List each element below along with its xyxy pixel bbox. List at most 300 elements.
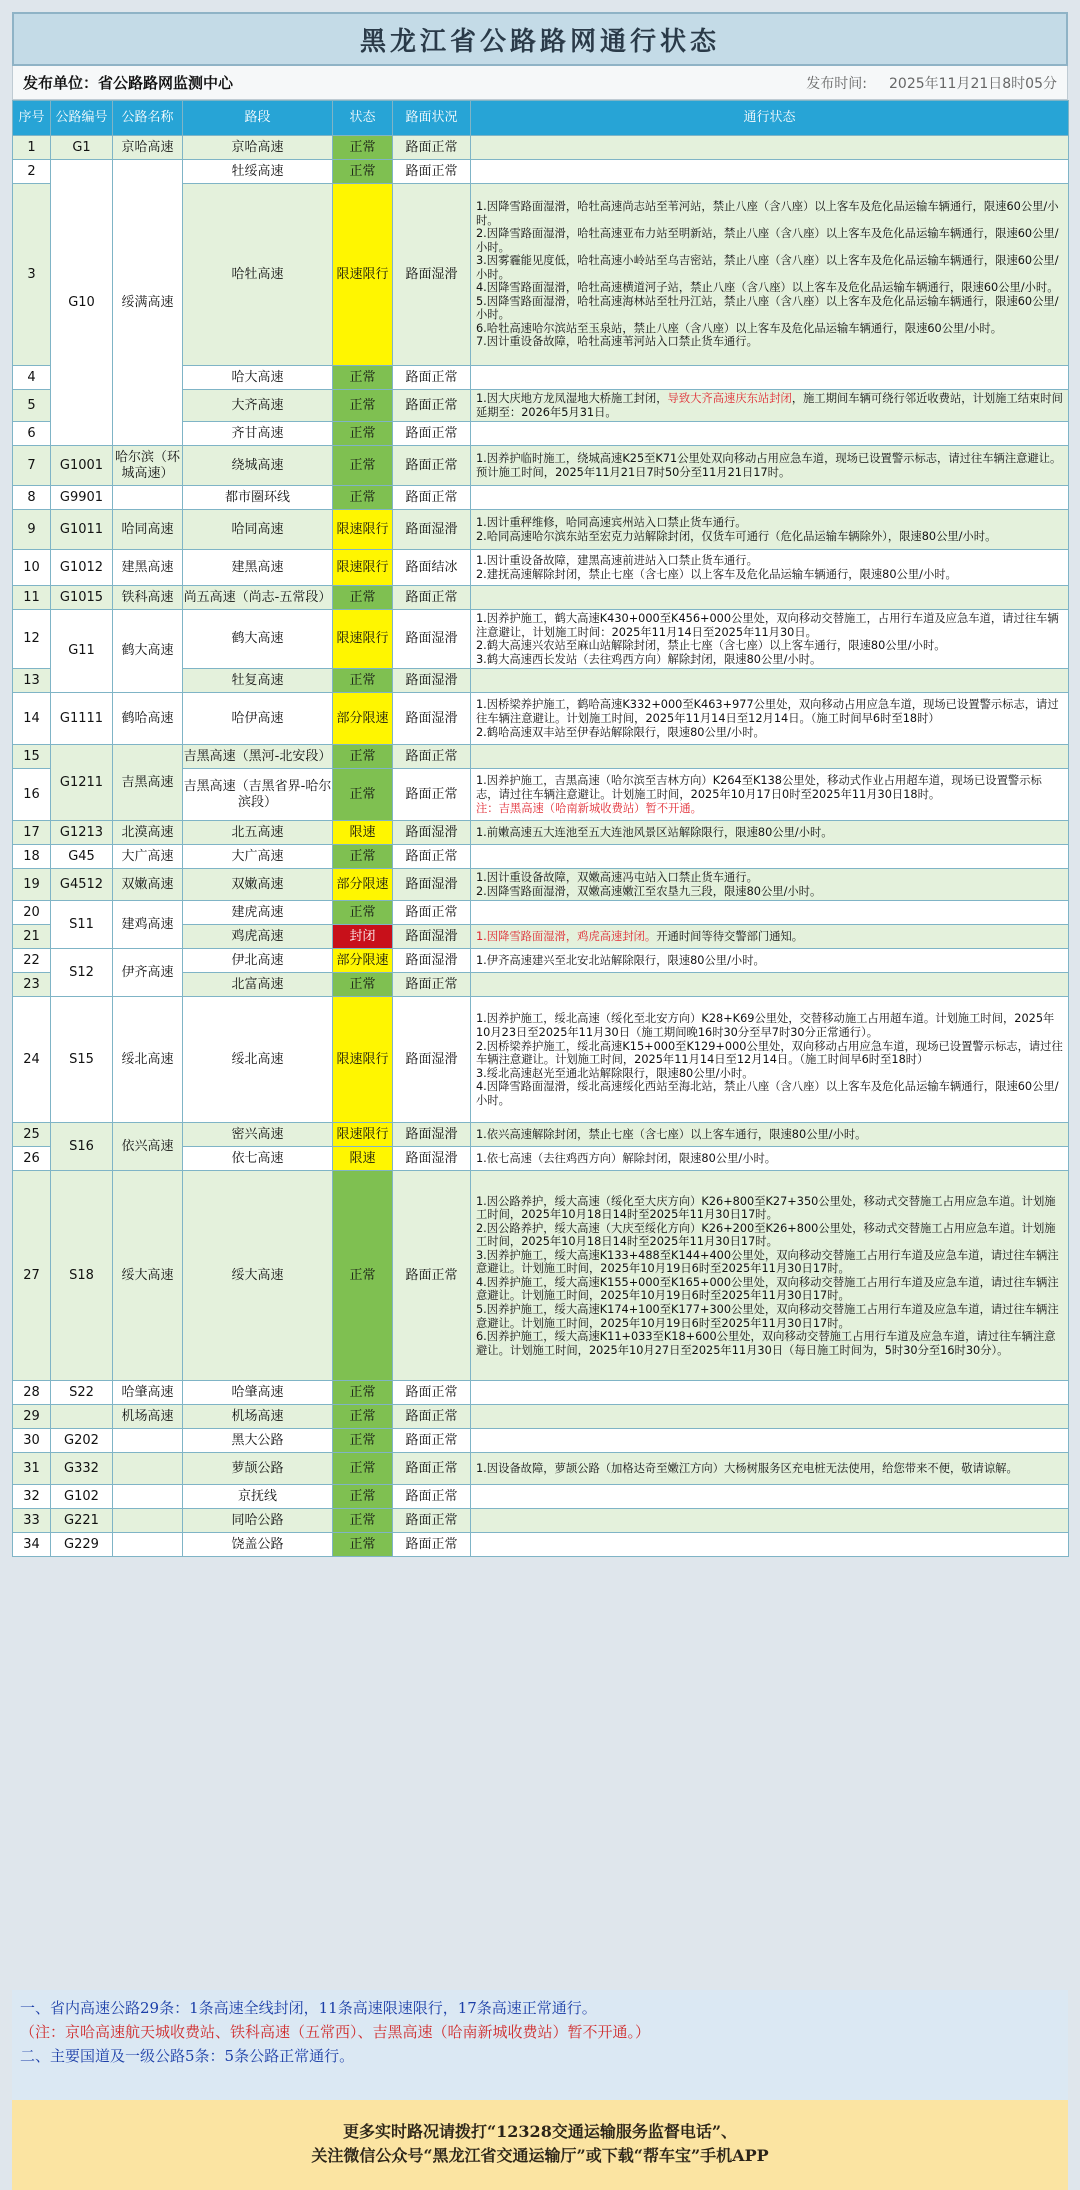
cell-no: 22	[13, 949, 51, 973]
cell-desc	[471, 769, 1069, 821]
summary-note: （注：京哈高速航天城收费站、铁科高速（五常西）、吉黑高速（哈南新城收费站）暂不开通。）	[20, 2023, 651, 2041]
cell-segment: 哈大高速	[183, 366, 333, 390]
cell-name: 吉黑高速	[113, 745, 183, 821]
cell-status: 正常	[333, 1533, 393, 1557]
table-row	[13, 1429, 1069, 1453]
cell-desc	[471, 486, 1069, 510]
cell-segment: 哈肇高速	[183, 1381, 333, 1405]
cell-name	[113, 1485, 183, 1509]
cell-desc	[471, 1485, 1069, 1509]
cell-surface: 路面湿滑	[393, 510, 471, 550]
table-row	[13, 693, 1069, 745]
header-name: 公路名称	[113, 101, 183, 136]
desc-line: 导致大齐高速庆东站封闭	[667, 392, 792, 405]
cell-surface: 路面湿滑	[393, 997, 471, 1123]
desc-line: 开通时间等待交警部门通知。	[656, 930, 804, 944]
cell-name: 依兴高速	[113, 1123, 183, 1171]
footer-notice	[12, 2100, 1068, 2190]
cell-segment: 北富高速	[183, 973, 333, 997]
cell-status: 正常	[333, 486, 393, 510]
cell-status: 正常	[333, 1429, 393, 1453]
cell-no: 25	[13, 1123, 51, 1147]
cell-surface: 路面湿滑	[393, 925, 471, 949]
cell-surface: 路面湿滑	[393, 184, 471, 366]
desc-line: 1.因计重秤维修，哈同高速宾州站入口禁止货车通行。	[476, 516, 747, 530]
cell-name	[113, 1429, 183, 1453]
desc-line: 7.因计重设备故障，哈牡高速苇河站入口禁止货车通行。	[476, 335, 758, 349]
cell-no: 15	[13, 745, 51, 769]
cell-segment: 饶盖公路	[183, 1533, 333, 1557]
cell-code: G229	[51, 1533, 113, 1557]
cell-segment: 绕城高速	[183, 446, 333, 486]
cell-surface: 路面湿滑	[393, 610, 471, 669]
table-row	[13, 901, 1069, 925]
cell-status: 正常	[333, 1381, 393, 1405]
cell-name: 建鸡高速	[113, 901, 183, 949]
cell-status: 正常	[333, 973, 393, 997]
cell-surface: 路面正常	[393, 1171, 471, 1381]
desc-line: 2.因降雪路面湿滑，双嫩高速嫩江至农垦九三段，限速80公里/小时。	[476, 884, 822, 898]
desc-line: 1.因计重设备故障，建黑高速前进站入口禁止货车通行。	[476, 554, 758, 568]
cell-name: 北漠高速	[113, 821, 183, 845]
cell-no: 13	[13, 669, 51, 693]
cell-name: 绥大高速	[113, 1171, 183, 1381]
desc-line: 1.因设备故障，萝颉公路（加格达奇至嫩江方向）大杨树服务区充电桩无法使用，给您带来不便，敬请谅解。	[476, 1462, 1018, 1476]
table-row	[13, 821, 1069, 845]
publish-info	[12, 66, 1068, 100]
cell-surface: 路面正常	[393, 845, 471, 869]
cell-desc	[471, 901, 1069, 925]
desc-line: 1.依兴高速解除封闭，禁止七座（含七座）以上客车通行，限速80公里/小时。	[476, 1128, 867, 1142]
desc-line: 5.因降雪路面湿滑，哈牡高速海林站至牡丹江站，禁止八座（含八座）以上客车及危化品运输车辆通行，限速60公里/小时。	[476, 294, 1059, 322]
cell-surface: 路面正常	[393, 1405, 471, 1429]
desc-line: 1.因计重设备故障，双嫩高速冯屯站入口禁止货车通行。	[476, 871, 758, 885]
cell-code: S18	[51, 1171, 113, 1381]
cell-surface: 路面正常	[393, 390, 471, 422]
desc-line: 1.因养护施工，绥北高速（绥化至北安方向）K28+K69公里处，交替移动施工占用超车道。计划施工时间，2025年10月23日至2025年11月30日（施工期间晚16时30分至早7时30分正常通行）。	[476, 1012, 1055, 1039]
cell-status: 正常	[333, 136, 393, 160]
cell-segment: 大广高速	[183, 845, 333, 869]
cell-desc	[471, 446, 1069, 486]
cell-name: 绥满高速	[113, 160, 183, 446]
road-status-table	[12, 100, 1069, 1557]
cell-name	[113, 1453, 183, 1485]
cell-surface: 路面湿滑	[393, 821, 471, 845]
desc-line: 注：吉黑高速（哈南新城收费站）暂不开通。	[476, 801, 702, 815]
cell-no: 16	[13, 769, 51, 821]
table-row	[13, 745, 1069, 769]
cell-no: 17	[13, 821, 51, 845]
table-row	[13, 586, 1069, 610]
cell-code: G221	[51, 1509, 113, 1533]
cell-name: 建黑高速	[113, 550, 183, 586]
table-row	[13, 446, 1069, 486]
desc-line: 4.因降雪路面湿滑，哈牡高速横道河子站，禁止八座（含八座）以上客车及危化品运输车辆通行，限速60公里/小时。	[476, 281, 1059, 295]
cell-desc	[471, 997, 1069, 1123]
cell-status: 正常	[333, 1453, 393, 1485]
cell-surface: 路面湿滑	[393, 669, 471, 693]
desc-line: 4.因养护施工，绥大高速K155+000至K165+000公里处，双向移动交替施工占用行车道及应急车道，请过往车辆注意避让。计划施工时间，2025年10月19日6时至2025年11月30日17时。	[476, 1275, 1059, 1303]
cell-no: 24	[13, 997, 51, 1123]
cell-surface: 路面湿滑	[393, 1123, 471, 1147]
cell-status: 封闭	[333, 925, 393, 949]
cell-status: 正常	[333, 1405, 393, 1429]
cell-no: 33	[13, 1509, 51, 1533]
cell-desc	[471, 510, 1069, 550]
cell-surface: 路面正常	[393, 769, 471, 821]
cell-status: 正常	[333, 586, 393, 610]
desc-line: 2.因降雪路面湿滑，哈牡高速亚布力站至明新站，禁止八座（含八座）以上客车及危化品运输车辆通行，限速60公里/小时。	[476, 227, 1059, 254]
cell-no: 34	[13, 1533, 51, 1557]
cell-desc	[471, 925, 1069, 949]
cell-no: 5	[13, 390, 51, 422]
cell-surface: 路面湿滑	[393, 1147, 471, 1171]
cell-status: 部分限速	[333, 949, 393, 973]
header-surface: 路面状况	[393, 101, 471, 136]
cell-desc	[471, 160, 1069, 184]
desc-line: 1.依七高速（去往鸡西方向）解除封闭，限速80公里/小时。	[476, 1152, 777, 1166]
cell-surface: 路面正常	[393, 160, 471, 184]
cell-no: 23	[13, 973, 51, 997]
cell-surface: 路面正常	[393, 745, 471, 769]
cell-status: 限速	[333, 821, 393, 845]
cell-desc	[471, 1381, 1069, 1405]
cell-segment: 大齐高速	[183, 390, 333, 422]
table-row	[13, 997, 1069, 1123]
desc-line: 2.哈同高速哈尔滨东站至宏克力站解除封闭，仅货车可通行（危化品运输车辆除外），限速80公里/小时。	[476, 529, 997, 543]
cell-status: 正常	[333, 1171, 393, 1381]
cell-status: 正常	[333, 422, 393, 446]
cell-no: 27	[13, 1171, 51, 1381]
cell-name: 双嫩高速	[113, 869, 183, 901]
cell-name: 伊齐高速	[113, 949, 183, 997]
cell-no: 18	[13, 845, 51, 869]
cell-desc	[471, 422, 1069, 446]
cell-no: 1	[13, 136, 51, 160]
cell-desc	[471, 1405, 1069, 1429]
cell-code: G332	[51, 1453, 113, 1485]
cell-desc	[471, 1147, 1069, 1171]
table-row	[13, 1509, 1069, 1533]
header-segment: 路段	[183, 101, 333, 136]
footer-line-1: 更多实时路况请拨打“12328交通运输服务监督电话”、	[342, 2122, 738, 2141]
summary-line-1: 一、省内高速公路29条：1条高速全线封闭，11条高速限速限行，17条高速正常通行。	[20, 1999, 597, 2017]
cell-segment: 绥大高速	[183, 1171, 333, 1381]
table-header	[13, 101, 1069, 136]
summary	[12, 1990, 1068, 2100]
cell-status: 正常	[333, 390, 393, 422]
cell-desc	[471, 745, 1069, 769]
cell-desc	[471, 949, 1069, 973]
desc-line: 2.建抚高速解除封闭，禁止七座（含七座）以上客车及危化品运输车辆通行，限速80公里/小时。	[476, 567, 957, 581]
page-title: 黑龙江省公路路网通行状态	[12, 12, 1068, 66]
cell-status: 限速限行	[333, 997, 393, 1123]
cell-code: G4512	[51, 869, 113, 901]
cell-segment: 萝颉公路	[183, 1453, 333, 1485]
cell-no: 11	[13, 586, 51, 610]
desc-line: 2.因桥梁养护施工，绥北高速K15+000至K129+000公里处，双向移动占用应急车道，现场已设置警示标志，请过往车辆注意避让。计划施工时间，2025年11月14日至12月14日。（施工时间早6时至18时）	[476, 1039, 1063, 1067]
cell-desc	[471, 366, 1069, 390]
desc-line: 3.因雾霾能见度低，哈牡高速小岭站至乌吉密站，禁止八座（含八座）以上客车及危化品运输车辆通行，限速60公里/小时。	[476, 254, 1059, 281]
cell-desc	[471, 1533, 1069, 1557]
cell-code: S16	[51, 1123, 113, 1171]
cell-desc	[471, 1429, 1069, 1453]
cell-desc	[471, 845, 1069, 869]
table-row	[13, 845, 1069, 869]
cell-surface: 路面正常	[393, 136, 471, 160]
cell-code: G1111	[51, 693, 113, 745]
cell-desc	[471, 1453, 1069, 1485]
cell-name: 鹤哈高速	[113, 693, 183, 745]
cell-status: 限速限行	[333, 550, 393, 586]
footer-line-2: 关注微信公众号“黑龙江省交通运输厅”或下载“帮车宝”手机APP	[311, 2146, 769, 2165]
desc-line: 1.因大庆地方龙凤湿地大桥施工封闭，	[476, 392, 668, 405]
cell-status: 部分限速	[333, 869, 393, 901]
cell-name: 哈尔滨（环城高速）	[113, 446, 183, 486]
cell-code: G102	[51, 1485, 113, 1509]
cell-segment: 鸡虎高速	[183, 925, 333, 949]
cell-status: 正常	[333, 769, 393, 821]
header-status: 状态	[333, 101, 393, 136]
cell-surface: 路面正常	[393, 422, 471, 446]
desc-line: 1.因养护施工，吉黑高速（哈尔滨至吉林方向）K264至K138公里处，移动式作业占用超车道，现场已设置警示标志，请过往车辆注意避让。计划施工时间，2025年10月17日0时至2025年11月30日18时。	[476, 774, 1042, 801]
table-row	[13, 486, 1069, 510]
cell-status: 限速	[333, 1147, 393, 1171]
cell-segment: 鹤大高速	[183, 610, 333, 669]
cell-code: G9901	[51, 486, 113, 510]
cell-code: G11	[51, 610, 113, 693]
cell-code: G45	[51, 845, 113, 869]
desc-line: 1.因公路养护，绥大高速（绥化至大庆方向）K26+800至K27+350公里处，移动式交替施工占用应急车道。计划施工时间，2025年10月18日14时至2025年11月30日17时。	[476, 1194, 1056, 1222]
cell-surface: 路面正常	[393, 446, 471, 486]
cell-no: 6	[13, 422, 51, 446]
cell-no: 7	[13, 446, 51, 486]
cell-segment: 牡绥高速	[183, 160, 333, 184]
table-row	[13, 1123, 1069, 1147]
cell-no: 8	[13, 486, 51, 510]
cell-name: 哈肇高速	[113, 1381, 183, 1405]
cell-name: 京哈高速	[113, 136, 183, 160]
cell-status: 限速限行	[333, 1123, 393, 1147]
cell-no: 32	[13, 1485, 51, 1509]
cell-desc	[471, 550, 1069, 586]
cell-segment: 机场高速	[183, 1405, 333, 1429]
cell-no: 14	[13, 693, 51, 745]
desc-line: 3.鹤大高速西长发站（去往鸡西方向）解除封闭，限速80公里/小时。	[476, 652, 822, 666]
cell-desc	[471, 973, 1069, 997]
desc-line: 1.前嫩高速五大连池至五大连池风景区站解除限行，限速80公里/小时。	[476, 826, 833, 839]
cell-code: G202	[51, 1429, 113, 1453]
cell-code: G1213	[51, 821, 113, 845]
cell-desc	[471, 821, 1069, 845]
cell-desc	[471, 390, 1069, 422]
cell-surface: 路面正常	[393, 1509, 471, 1533]
cell-surface: 路面正常	[393, 1381, 471, 1405]
desc-line: 2.因公路养护，绥大高速（大庆至绥化方向）K26+200至K26+800公里处，移动式交替施工占用应急车道。计划施工时间，2025年10月18日14时至2025年11月30日17时。	[476, 1221, 1056, 1249]
cell-segment: 依七高速	[183, 1147, 333, 1171]
cell-segment: 哈伊高速	[183, 693, 333, 745]
cell-surface: 路面正常	[393, 1429, 471, 1453]
cell-surface: 路面湿滑	[393, 693, 471, 745]
cell-status: 正常	[333, 901, 393, 925]
cell-code: S12	[51, 949, 113, 997]
cell-status: 正常	[333, 745, 393, 769]
cell-name: 绥北高速	[113, 997, 183, 1123]
cell-surface: 路面正常	[393, 366, 471, 390]
cell-desc	[471, 669, 1069, 693]
cell-no: 20	[13, 901, 51, 925]
cell-name	[113, 1533, 183, 1557]
cell-no: 9	[13, 510, 51, 550]
cell-desc	[471, 693, 1069, 745]
header-desc: 通行状态	[471, 101, 1069, 136]
desc-line: 3.绥北高速赵光至通北站解除限行，限速80公里/小时。	[476, 1066, 754, 1080]
cell-surface: 路面正常	[393, 973, 471, 997]
desc-line: 5.因养护施工，绥大高速K174+100至K177+300公里处，双向移动交替施工占用行车道及应急车道，请过往车辆注意避让。计划施工时间，2025年10月19日6时至2025年11月30日17时。	[476, 1302, 1059, 1330]
table-row	[13, 1453, 1069, 1485]
cell-desc	[471, 136, 1069, 160]
cell-name: 机场高速	[113, 1405, 183, 1429]
cell-code: G1015	[51, 586, 113, 610]
cell-segment: 双嫩高速	[183, 869, 333, 901]
cell-desc	[471, 610, 1069, 669]
cell-status: 正常	[333, 1485, 393, 1509]
cell-segment: 建黑高速	[183, 550, 333, 586]
cell-surface: 路面正常	[393, 586, 471, 610]
table-row	[13, 160, 1069, 184]
cell-status: 正常	[333, 446, 393, 486]
cell-no: 10	[13, 550, 51, 586]
cell-code: G1012	[51, 550, 113, 586]
cell-code: S11	[51, 901, 113, 949]
cell-no: 31	[13, 1453, 51, 1485]
table-row	[13, 510, 1069, 550]
cell-status: 正常	[333, 845, 393, 869]
table-row	[13, 1405, 1069, 1429]
cell-code: S15	[51, 997, 113, 1123]
desc-line: 1.因降雪路面湿滑，鸡虎高速封闭。	[476, 930, 657, 944]
summary-line-2: 二、主要国道及一级公路5条：5条公路正常通行。	[20, 2047, 355, 2065]
cell-code: G10	[51, 160, 113, 446]
cell-segment: 哈同高速	[183, 510, 333, 550]
cell-desc	[471, 1123, 1069, 1147]
cell-code: G1211	[51, 745, 113, 821]
cell-no: 21	[13, 925, 51, 949]
table-row	[13, 610, 1069, 669]
cell-status: 正常	[333, 160, 393, 184]
cell-surface: 路面正常	[393, 1533, 471, 1557]
cell-name: 哈同高速	[113, 510, 183, 550]
cell-desc	[471, 869, 1069, 901]
desc-line: 1.伊齐高速建兴至北安北站解除限行，限速80公里/小时。	[476, 954, 765, 968]
cell-name	[113, 486, 183, 510]
cell-segment: 都市圈环线	[183, 486, 333, 510]
table-row	[13, 1533, 1069, 1557]
cell-no: 19	[13, 869, 51, 901]
table-row	[13, 1381, 1069, 1405]
cell-desc	[471, 1171, 1069, 1381]
cell-no: 29	[13, 1405, 51, 1429]
table-row	[13, 1485, 1069, 1509]
cell-status: 限速限行	[333, 610, 393, 669]
table-row	[13, 136, 1069, 160]
cell-segment: 吉黑高速（黑河-北安段）	[183, 745, 333, 769]
cell-surface: 路面结冰	[393, 550, 471, 586]
desc-line: 1.因降雪路面湿滑，哈牡高速尚志站至苇河站，禁止八座（含八座）以上客车及危化品运输车辆通行，限速60公里/小时。	[476, 199, 1059, 227]
table-row	[13, 869, 1069, 901]
cell-segment: 北五高速	[183, 821, 333, 845]
cell-surface: 路面湿滑	[393, 869, 471, 901]
cell-no: 3	[13, 184, 51, 366]
cell-segment: 尚五高速（尚志-五常段）	[183, 586, 333, 610]
table-row	[13, 550, 1069, 586]
desc-line: 4.因降雪路面湿滑，绥北高速绥化西站至海北站，禁止八座（含八座）以上客车及危化品运输车辆通行，限速60公里/小时。	[476, 1080, 1059, 1107]
publish-time-label: 发布时间:	[806, 75, 868, 92]
publish-time	[806, 73, 1057, 93]
cell-name	[113, 1509, 183, 1533]
cell-segment: 京抚线	[183, 1485, 333, 1509]
cell-segment: 吉黑高速（吉黑省界-哈尔滨段）	[183, 769, 333, 821]
cell-name: 大广高速	[113, 845, 183, 869]
cell-no: 26	[13, 1147, 51, 1171]
cell-segment: 牡复高速	[183, 669, 333, 693]
table-row	[13, 1171, 1069, 1381]
cell-desc	[471, 586, 1069, 610]
cell-code: G1011	[51, 510, 113, 550]
cell-segment: 哈牡高速	[183, 184, 333, 366]
cell-surface: 路面正常	[393, 1485, 471, 1509]
cell-status: 正常	[333, 1509, 393, 1533]
cell-segment: 伊北高速	[183, 949, 333, 973]
cell-status: 部分限速	[333, 693, 393, 745]
cell-no: 30	[13, 1429, 51, 1453]
desc-line: 1.因养护施工，鹤大高速K430+000至K456+000公里处，双向移动交替施工，占用行车道及应急车道，请过往车辆注意避让，计划施工时间：2025年11月14日至2025年11月30日。	[476, 612, 1059, 639]
cell-segment: 齐甘高速	[183, 422, 333, 446]
desc-line: ，施工期间车辆可绕行邻近收费站，计划施工结束时间延期至：2026年5月31日。	[476, 392, 1063, 419]
cell-code: G1	[51, 136, 113, 160]
cell-segment: 同哈公路	[183, 1509, 333, 1533]
cell-no: 4	[13, 366, 51, 390]
cell-segment: 黑大公路	[183, 1429, 333, 1453]
cell-status: 限速限行	[333, 510, 393, 550]
cell-name: 鹤大高速	[113, 610, 183, 693]
header-no: 序号	[13, 101, 51, 136]
cell-segment: 密兴高速	[183, 1123, 333, 1147]
desc-line: 2.鹤大高速兴农站至麻山站解除封闭，禁止七座（含七座）以上客车通行，限速80公里/小时。	[476, 639, 946, 653]
cell-code: S22	[51, 1381, 113, 1405]
cell-status: 正常	[333, 366, 393, 390]
cell-surface: 路面正常	[393, 1453, 471, 1485]
cell-status: 限速限行	[333, 184, 393, 366]
cell-surface: 路面湿滑	[393, 949, 471, 973]
cell-status: 正常	[333, 669, 393, 693]
cell-segment: 京哈高速	[183, 136, 333, 160]
cell-no: 28	[13, 1381, 51, 1405]
header-code: 公路编号	[51, 101, 113, 136]
cell-surface: 路面正常	[393, 901, 471, 925]
publisher-label: 发布单位：省公路路网监测中心	[23, 74, 234, 92]
desc-line: 1.因桥梁养护施工，鹤哈高速K332+000至K463+977公里处，双向移动占用应急车道，现场已设置警示标志，请过往车辆注意避让。计划施工时间，2025年11月14日至12月14日。（施工时间早6时至18时）	[476, 698, 1059, 725]
cell-no: 2	[13, 160, 51, 184]
cell-desc	[471, 184, 1069, 366]
cell-segment: 建虎高速	[183, 901, 333, 925]
table-row	[13, 949, 1069, 973]
desc-line: 6.因养护施工，绥大高速K11+033至K18+600公里处，双向移动交替施工占用行车道及应急车道，请过往车辆注意避让。计划施工时间，2025年10月27日至2025年11月30日（每日施工时间为，5时30分至16时30分）。	[476, 1330, 1056, 1357]
cell-surface: 路面正常	[393, 486, 471, 510]
desc-line: 2.鹤哈高速双丰站至伊春站解除限行，限速80公里/小时。	[476, 725, 765, 739]
desc-line: 3.因养护施工，绥大高速K133+488至K144+400公里处，双向移动交替施工占用行车道及应急车道，请过往车辆注意避让。计划施工时间，2025年10月19日6时至2025年11月30日17时。	[476, 1248, 1059, 1276]
cell-code	[51, 1405, 113, 1429]
